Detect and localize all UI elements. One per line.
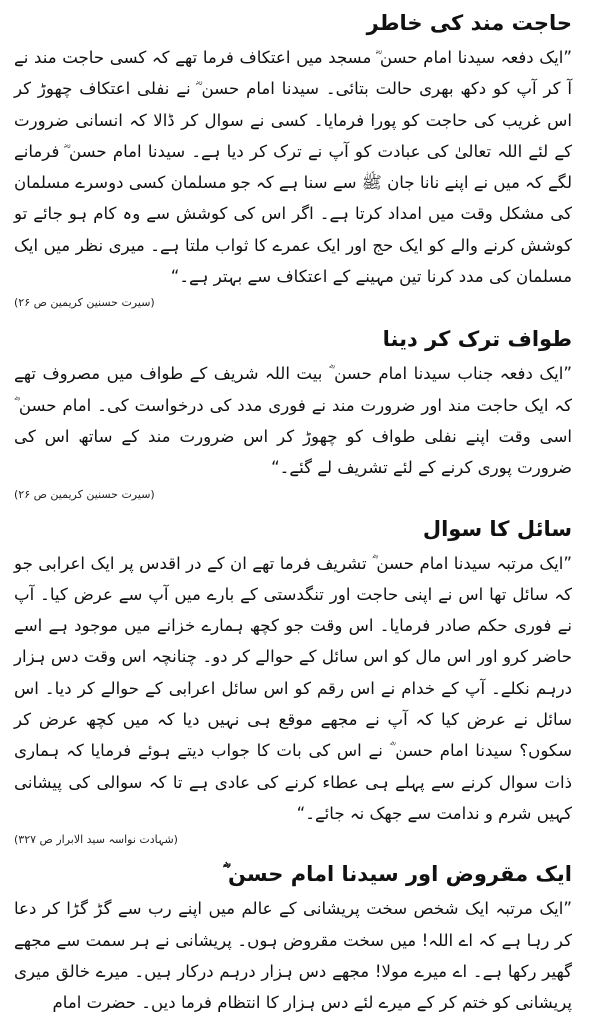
section-heading: حاجت مند کی خاطر bbox=[366, 11, 572, 35]
section-leaving-tawaf bbox=[14, 322, 572, 505]
section-body: ”ایک دفعہ جناب سیدنا امام حسن ؓ بیت اللہ شریف کے طواف میں مصروف تھے کہ ایک حاجت مند اور ضرورت مند نے فوری مدد کی درخواست کی۔ امام حسن ؓ اسی وقت اپنے نفلی طواف کو چھوڑ کر اس ضرورت مند کے ساتھ اس کی ضرورت پوری کرنے کے لئے تشریف لے گئے۔“ bbox=[14, 364, 572, 478]
section-body: ”ایک مرتبہ ایک شخص سخت پریشانی کے عالم میں اپنے رب سے گڑ گڑا کر دعا کر رہا ہے کہ اے اللہ! میں سخت مقروض ہوں۔ پریشانی نے ہر سمت سے مجھے گھیر رکھا ہے۔ اے میرے مولا! مجھے دس ہزار درہم درکار ہیں۔ میرے خالق میری پریشانی کو ختم کر کے میرے لئے دس ہزار کا انتظام فرما دیں۔ حضرت امام bbox=[14, 899, 572, 1013]
section-heading: طواف ترک کر دینا bbox=[382, 327, 572, 352]
reference-citation: (شہادت نواسہ سید الابرار ص ۳۲۷) bbox=[14, 833, 178, 847]
section-debtor bbox=[14, 857, 572, 1018]
reference-citation: (سیرت حسنین کریمین ص ۲۶) bbox=[14, 296, 155, 310]
section-needy-person bbox=[14, 6, 572, 314]
section-body: ”ایک مرتبہ سیدنا امام حسن ؓ تشریف فرما تھے ان کے در اقدس پر ایک اعرابی جو کہ سائل تھا اس نے اپنی حاجت اور تنگدستی کے بارے میں آپ سے عرض کیا۔ آپ نے فوری حکم صادر فرمایا۔ اس وقت جو کچھ ہمارے خزانے میں موجود ہے اسے حاضر کرو اور اس مال کو اس سائل کے حوالے کر دو۔ چنانچہ اس وقت دس ہزار درہم نکلے۔ آپ کے خدام نے اس رقم کو اس سائل اعرابی کے حوالے کر دیا۔ اس سائل نے عرض کیا کہ آپ نے مجھے موقع ہی نہیں دیا کہ میں کچھ عرض کر سکوں؟ سیدنا امام حسن ؓ نے اس کی بات کا جواب دیتے ہوئے فرمایا کہ ہماری ذات سوال کرنے سے پہلے ہی عطاء کرنے کی عادی ہے تا کہ سوالی کی پیشانی کہیں شرم و ندامت سے جھک نہ جائے۔“ bbox=[14, 553, 572, 823]
section-heading: سائل کا سوال bbox=[422, 516, 572, 541]
reference-citation: (سیرت حسنین کریمین ص ۲۶) bbox=[14, 487, 155, 501]
section-body: ”ایک دفعہ سیدنا امام حسن ؓ مسجد میں اعتکاف فرما تھے کہ کسی حاجت مند نے آ کر آپ کو دکھ بھری حالت بتائی۔ سیدنا امام حسن ؓ نے نفلی اعتکاف چھوڑ کر اس غریب کی حاجت کو پورا فرمایا۔ کسی نے سوال کر ڈالا کہ انسانی ضرورت کے لئے اللہ تعالیٰ کی عبادت کو آپ نے ترک کر دیا ہے۔ سیدنا امام حسن ؓ فرمانے لگے کہ میں نے اپنے نانا جان ﷺ سے سنا ہے کہ جو مسلمان کسی دوسرے مسلمان کی مشکل وقت میں امداد کرتا ہے۔ اگر اس کی کوشش سے وہ کام ہو جائے تو کوشش کرنے والے کو ایک حج اور ایک عمرے کا ثواب ملتا ہے۔ میری نظر میں ایک مسلمان کی مدد کرنا تین مہینے کے اعتکاف سے بہتر ہے۔“ bbox=[14, 48, 572, 287]
section-heading: ایک مقروض اور سیدنا امام حسن ؓ bbox=[222, 862, 572, 887]
section-beggars-question bbox=[14, 512, 572, 852]
